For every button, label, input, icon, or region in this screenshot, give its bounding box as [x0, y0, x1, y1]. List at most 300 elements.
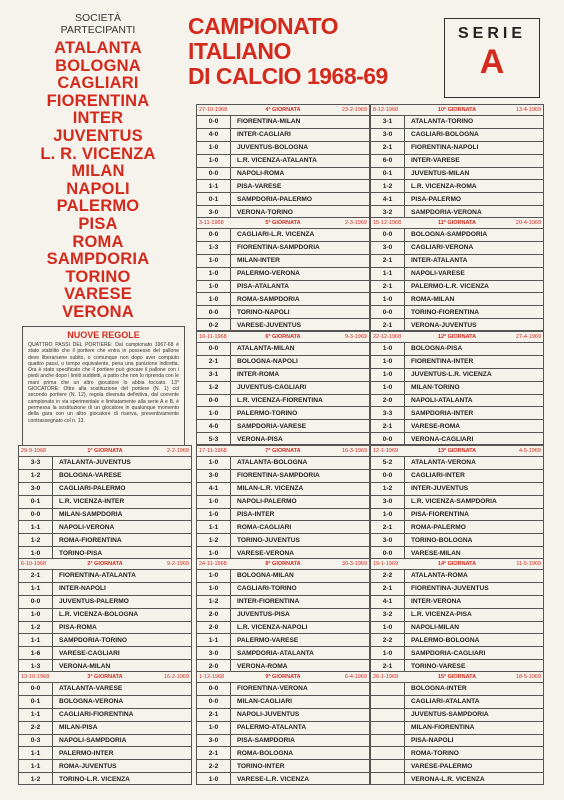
- match-score: 1-0: [371, 647, 405, 659]
- match-score: 3-1: [197, 369, 231, 381]
- match-row: [197, 456, 369, 469]
- round-date-first: 15-12-1968: [373, 220, 402, 226]
- round-header: [371, 446, 543, 456]
- round-title: 13ª GIORNATA: [437, 448, 477, 454]
- match-score: 1-6: [19, 647, 53, 659]
- match-teams: BOLOGNA-VARESE: [59, 472, 122, 480]
- match-row: [197, 292, 369, 305]
- match-score: 0-0: [197, 306, 231, 318]
- round-date-return: 2-3-1969: [344, 220, 367, 226]
- match-row: [19, 456, 191, 469]
- match-teams: PALERMO-INTER: [59, 749, 114, 757]
- match-teams: TORINO-INTER: [237, 762, 285, 770]
- match-teams: BOLOGNA-SAMPDORIA: [411, 231, 488, 239]
- match-teams: TORINO-JUVENTUS: [237, 536, 300, 544]
- round-box: [196, 104, 370, 218]
- match-score: 1-2: [197, 534, 231, 546]
- match-teams: VERONA-TORINO: [237, 208, 293, 216]
- round-box: [370, 445, 544, 559]
- round-date-return: 6-4-1969: [344, 674, 367, 680]
- match-score: 1-0: [197, 457, 231, 469]
- match-score: 2-0: [197, 660, 231, 672]
- match-teams: NAPOLI-JUVENTUS: [237, 711, 300, 719]
- match-teams: L.R. VICENZA-BOLOGNA: [59, 611, 139, 619]
- match-row: [197, 305, 369, 318]
- match-teams: INTER-CAGLIARI: [237, 131, 291, 139]
- round-date-first: 10-11-1968: [199, 334, 227, 340]
- round-date-return: 9-2-1969: [166, 561, 189, 567]
- match-row: [19, 695, 191, 708]
- match-teams: VARESE-ROMA: [411, 422, 460, 430]
- round-box: [196, 445, 370, 559]
- match-teams: MILAN-CAGLIARI: [237, 698, 292, 706]
- round-title: 11ª GIORNATA: [438, 220, 476, 226]
- team-name: FIORENTINA: [46, 91, 150, 110]
- match-row: [371, 759, 543, 772]
- match-teams: INTER-VERONA: [411, 598, 462, 606]
- match-score: 1-0: [19, 609, 53, 621]
- match-row: [197, 228, 369, 241]
- match-score: 4-1: [371, 193, 405, 205]
- match-row: [371, 154, 543, 167]
- match-row: [371, 469, 543, 482]
- match-row: [19, 569, 191, 582]
- match-row: [197, 569, 369, 582]
- round-header: [197, 105, 369, 115]
- match-score: 1-0: [371, 622, 405, 634]
- match-score: 2-1: [197, 747, 231, 759]
- match-teams: ATALANTA-ROMA: [411, 572, 468, 580]
- match-score: 5-3: [197, 433, 231, 445]
- match-teams: MILAN-L.R. VICENZA: [237, 485, 304, 493]
- round-header: [197, 446, 369, 456]
- match-teams: ATALANTA-TORINO: [411, 118, 474, 126]
- round-title: 15ª GIORNATA: [437, 674, 477, 680]
- match-score: [371, 735, 405, 747]
- round-title: 9ª GIORNATA: [265, 674, 301, 680]
- match-score: 0-0: [19, 596, 53, 608]
- match-row: [371, 734, 543, 747]
- title-line-1: CAMPIONATO ITALIANO: [188, 13, 339, 64]
- match-score: 1-0: [197, 583, 231, 595]
- match-score: 1-2: [19, 470, 53, 482]
- match-row: [19, 582, 191, 595]
- match-row: [371, 582, 543, 595]
- match-teams: ATALANTA-JUVENTUS: [59, 459, 131, 467]
- match-row: [19, 772, 191, 785]
- match-teams: INTER-ROMA: [237, 371, 280, 379]
- match-score: 1-0: [197, 570, 231, 582]
- match-row: [371, 520, 543, 533]
- match-score: 1-0: [197, 773, 231, 785]
- match-row: [19, 746, 191, 759]
- match-teams: PISA-SAMPDORIA: [237, 737, 295, 744]
- match-score: 3-0: [197, 470, 231, 482]
- round-date-first: 3-11-1968: [199, 220, 224, 226]
- match-score: 3-0: [197, 735, 231, 747]
- match-row: [371, 456, 543, 469]
- partecipanti-label: PARTECIPANTI: [60, 24, 136, 36]
- match-score: 1-0: [197, 722, 231, 734]
- team-name: PALERMO: [56, 197, 140, 216]
- round-title: 5ª GIORNATA: [265, 220, 301, 226]
- match-row: [197, 746, 369, 759]
- serie-badge: [444, 18, 540, 98]
- match-row: [197, 381, 369, 394]
- match-score: 1-0: [371, 509, 405, 521]
- match-row: [197, 368, 369, 381]
- match-teams: TORINO-FIORENTINA: [411, 308, 480, 316]
- match-teams: ATALANTA-VERONA: [411, 459, 476, 467]
- match-row: [197, 154, 369, 167]
- match-score: 2-2: [371, 634, 405, 646]
- match-score: 3-2: [371, 609, 405, 621]
- round-header: [197, 559, 369, 569]
- match-score: 3-0: [371, 496, 405, 508]
- match-teams: INTER-NAPOLI: [59, 585, 106, 593]
- round-date-first: 27-10-1968: [199, 107, 228, 113]
- match-score: 4-0: [197, 129, 231, 141]
- match-row: [197, 432, 369, 445]
- match-score: 1-1: [197, 180, 231, 192]
- match-teams: PISA-PALERMO: [411, 195, 462, 203]
- match-teams: ROMA-CAGLIARI: [237, 523, 292, 531]
- match-score: 5-2: [371, 457, 405, 469]
- round-box: [18, 671, 192, 785]
- match-score: 0-0: [197, 683, 231, 695]
- match-teams: SAMPDORIA-CAGLIARI: [411, 649, 486, 657]
- match-score: 1-0: [197, 496, 231, 508]
- match-row: [197, 342, 369, 355]
- match-row: [371, 381, 543, 394]
- match-teams: ROMA-FIORENTINA: [59, 536, 122, 544]
- match-row: [197, 318, 369, 331]
- match-score: 1-1: [371, 268, 405, 280]
- page-title: [188, 14, 438, 89]
- round-date-return: 27-4-1969: [515, 334, 541, 340]
- team-name: MILAN: [71, 162, 125, 181]
- match-teams: TORINO-L.R. VICENZA: [59, 775, 130, 783]
- match-teams: JUVENTUS-PALERMO: [59, 598, 129, 606]
- match-score: 1-0: [371, 382, 405, 394]
- match-row: [371, 192, 543, 205]
- match-teams: FIORENTINA-SAMPDORIA: [237, 472, 320, 480]
- team-list: [18, 40, 178, 322]
- match-teams: MILAN-FIORENTINA: [411, 724, 475, 732]
- match-row: [197, 179, 369, 192]
- match-score: 1-1: [19, 760, 53, 772]
- round-date-first: 19-1-1969: [373, 561, 399, 567]
- match-teams: SAMPDORIA-VERONA: [411, 208, 482, 216]
- match-score: 1-2: [371, 483, 405, 495]
- match-score: 2-2: [197, 760, 231, 772]
- match-score: 0-0: [19, 509, 53, 521]
- match-score: 0-0: [371, 229, 405, 241]
- match-teams: JUVENTUS-BOLOGNA: [237, 144, 309, 152]
- match-teams: FIORENTINA-NAPOLI: [411, 144, 479, 152]
- match-teams: JUVENTUS-CAGLIARI: [237, 384, 307, 392]
- match-score: 2-1: [371, 255, 405, 267]
- match-score: 3-1: [371, 116, 405, 128]
- match-score: 3-3: [371, 407, 405, 419]
- match-score: 0-0: [371, 547, 405, 559]
- match-row: [371, 141, 543, 154]
- match-row: [19, 734, 191, 747]
- match-row: [197, 759, 369, 772]
- match-score: 1-0: [371, 356, 405, 368]
- match-score: 0-0: [197, 395, 231, 407]
- match-score: 2-2: [371, 570, 405, 582]
- match-row: [197, 241, 369, 254]
- match-teams: TORINO-NAPOLI: [237, 308, 290, 316]
- match-teams: CAGLIARI-L.R. VICENZA: [237, 231, 315, 239]
- match-row: [19, 721, 191, 734]
- match-score: 3-0: [371, 129, 405, 141]
- match-score: 2-1: [371, 521, 405, 533]
- round-box: [18, 558, 192, 672]
- match-row: [371, 621, 543, 634]
- match-row: [19, 682, 191, 695]
- match-teams: L.R. VICENZA-PISA: [411, 611, 472, 619]
- match-score: [371, 747, 405, 759]
- match-row: [19, 608, 191, 621]
- match-teams: BOLOGNA-MILAN: [237, 572, 294, 580]
- team-name: ATALANTA: [54, 39, 142, 57]
- match-row: [197, 508, 369, 521]
- match-score: 1-2: [19, 534, 53, 546]
- match-teams: L.R. VICENZA-NAPOLI: [237, 624, 308, 631]
- match-teams: PALERMO-TORINO: [237, 409, 298, 417]
- match-score: 2-1: [197, 356, 231, 368]
- round-title: 1ª GIORNATA: [87, 448, 123, 454]
- match-teams: SAMPDORIA-VARESE: [237, 422, 307, 430]
- round-box: [370, 671, 544, 785]
- round-date-return: 18-5-1969: [515, 674, 541, 680]
- match-row: [197, 192, 369, 205]
- match-score: 1-0: [197, 407, 231, 419]
- round-title: 4ª GIORNATA: [265, 107, 301, 113]
- round-header: [19, 672, 191, 682]
- match-score: 2-1: [371, 142, 405, 154]
- match-teams: MILAN-PISA: [59, 724, 98, 732]
- round-header: [371, 559, 543, 569]
- round-date-first: 24-11-1968: [199, 561, 227, 567]
- match-score: 0-0: [197, 696, 231, 708]
- match-teams: ATALANTA-MILAN: [237, 345, 295, 353]
- match-score: 2-0: [197, 609, 231, 621]
- match-row: [371, 128, 543, 141]
- match-score: 0-1: [197, 193, 231, 205]
- match-score: [371, 683, 405, 695]
- match-row: [371, 708, 543, 721]
- match-teams: ROMA-SAMPDORIA: [237, 295, 300, 303]
- match-row: [371, 254, 543, 267]
- match-row: [197, 254, 369, 267]
- round-date-first: 29-9-1968: [21, 448, 47, 454]
- round-title: 14ª GIORNATA: [437, 561, 477, 567]
- match-score: 2-0: [197, 622, 231, 634]
- match-score: 0-0: [371, 433, 405, 445]
- match-score: 4-0: [197, 420, 231, 432]
- match-score: 1-0: [371, 369, 405, 381]
- match-score: 6-0: [371, 155, 405, 167]
- match-row: [371, 495, 543, 508]
- match-row: [19, 646, 191, 659]
- match-teams: FIORENTINA-SAMPDORIA: [237, 244, 320, 252]
- match-row: [197, 608, 369, 621]
- match-teams: VERONA-PISA: [237, 435, 283, 443]
- match-teams: VARESE-JUVENTUS: [237, 321, 301, 329]
- round-box: [196, 217, 370, 331]
- match-row: [197, 708, 369, 721]
- match-teams: PALERMO-VERONA: [237, 270, 300, 278]
- team-name: SAMPDORIA: [46, 250, 150, 269]
- match-row: [371, 228, 543, 241]
- match-row: [197, 495, 369, 508]
- round-date-return: 13-4-1969: [515, 107, 541, 113]
- match-teams: JUVENTUS-PISA: [237, 611, 290, 619]
- societa-label: SOCIETÀ: [74, 12, 122, 24]
- match-score: 1-1: [197, 634, 231, 646]
- match-teams: VARESE-PALERMO: [411, 762, 473, 770]
- match-teams: VERONA-CAGLIARI: [411, 435, 474, 443]
- round-title: 3ª GIORNATA: [87, 674, 123, 680]
- match-teams: VERONA-MILAN: [59, 662, 111, 670]
- round-date-first: 1-12-1968: [199, 674, 225, 680]
- match-row: [197, 695, 369, 708]
- match-teams: ROMA-MILAN: [411, 295, 455, 303]
- team-name: VARESE: [64, 285, 132, 304]
- match-score: 2-1: [371, 583, 405, 595]
- match-teams: VERONA-ROMA: [237, 662, 288, 670]
- match-teams: FIORENTINA-ATALANTA: [59, 572, 136, 580]
- match-teams: NAPOLI-PALERMO: [237, 498, 297, 506]
- match-teams: CAGLIARI-VERONA: [411, 244, 474, 252]
- match-row: [371, 633, 543, 646]
- match-row: [197, 721, 369, 734]
- match-row: [371, 646, 543, 659]
- round-date-first: 6-10-1968: [21, 561, 47, 567]
- round-header: [19, 446, 191, 456]
- match-score: 3-0: [19, 483, 53, 495]
- rules-box: [22, 326, 185, 450]
- match-teams: L.R. VICENZA-ATALANTA: [237, 157, 317, 165]
- match-row: [19, 708, 191, 721]
- round-date-first: 17-11-1968: [199, 448, 227, 454]
- round-header: [197, 332, 369, 342]
- match-row: [197, 419, 369, 432]
- match-teams: TORINO-PISA: [59, 549, 103, 557]
- round-title: 8ª GIORNATA: [265, 561, 301, 567]
- round-box: [370, 558, 544, 672]
- round-title: 2ª GIORNATA: [87, 561, 123, 567]
- round-box: [370, 217, 544, 331]
- round-date-first: 13-10-1968: [21, 674, 50, 680]
- match-row: [197, 267, 369, 280]
- match-score: 4-1: [197, 483, 231, 495]
- match-teams: L.R. VICENZA-ROMA: [411, 182, 477, 190]
- team-name: ROMA: [72, 232, 124, 251]
- match-row: [371, 318, 543, 331]
- match-score: 3-0: [197, 647, 231, 659]
- match-score: 2-0: [371, 395, 405, 407]
- match-score: 1-2: [19, 622, 53, 634]
- match-row: [19, 759, 191, 772]
- match-teams: SAMPDORIA-ATALANTA: [237, 649, 314, 657]
- match-teams: BOLOGNA-PISA: [411, 345, 463, 353]
- match-score: 2-2: [19, 722, 53, 734]
- match-score: [371, 696, 405, 708]
- match-teams: NAPOLI-SAMPDORIA: [59, 737, 127, 744]
- match-row: [197, 406, 369, 419]
- round-header: [371, 105, 543, 115]
- match-row: [371, 419, 543, 432]
- match-score: 1-0: [197, 293, 231, 305]
- round-box: [196, 671, 370, 785]
- team-name: CAGLIARI: [57, 74, 139, 93]
- match-row: [371, 508, 543, 521]
- round-date-first: 8-12-1968: [373, 107, 399, 113]
- match-teams: NAPOLI-ROMA: [237, 170, 285, 177]
- team-name: L. R. VICENZA: [40, 144, 156, 163]
- match-row: [371, 167, 543, 180]
- match-score: 1-1: [19, 634, 53, 646]
- match-row: [371, 746, 543, 759]
- serie-label: SERIE: [457, 25, 526, 42]
- match-teams: PALERMO-L.R. VICENZA: [411, 283, 489, 290]
- round-title: 6ª GIORNATA: [265, 334, 301, 340]
- match-score: 2-1: [371, 660, 405, 672]
- round-header: [19, 559, 191, 569]
- match-row: [19, 482, 191, 495]
- round-box: [370, 331, 544, 445]
- round-date-return: 2-2-1969: [166, 448, 189, 454]
- match-score: 1-1: [19, 521, 53, 533]
- match-row: [197, 167, 369, 180]
- match-score: 1-0: [197, 509, 231, 521]
- match-score: 1-2: [197, 596, 231, 608]
- match-teams: PISA-ROMA: [59, 624, 97, 631]
- match-teams: TORINO-BOLOGNA: [411, 536, 473, 544]
- rules-text: QUATTRO PASSI DEL PORTIERE: Dal campionato 1967-68 è stato stabilito che il portiere che entra in possesso del pallone deve liberarsene subito, o comunque non dopo aver compiuto quattro passi, o tempo equivalente, pena una punizione indiretta. Ora è stato specificato che il portiere può giocare il pallone con i piedi anche dopo i limiti suddetti, a patto che non lo riprenda con le mani prima che un altro giocatore lo abbia toccato. 13° GIOCATORE: Oltre alla sostituzione del portiere (N. 1) col secondo portiere (N. 12), regola divenuta definitiva, dal corrente campionato in via sperimentale e limitatamente alla serie A e B, è permessa la sostituzione di un giocatore in qualunque momento della gara con un altro giocatore di riserva, preventivamente contrassegnato col n. 13.: [28, 342, 179, 424]
- match-teams: FIORENTINA-MILAN: [237, 118, 301, 126]
- match-score: 0-0: [371, 470, 405, 482]
- match-teams: FIORENTINA-VERONA: [237, 685, 308, 693]
- team-name: PISA: [78, 214, 118, 233]
- match-score: 4-1: [371, 596, 405, 608]
- round-date-return: 16-3-1969: [341, 448, 367, 454]
- match-teams: FIORENTINA-JUVENTUS: [411, 585, 489, 593]
- match-score: 1-0: [197, 547, 231, 559]
- match-score: 0-0: [19, 683, 53, 695]
- match-score: 1-2: [19, 773, 53, 785]
- match-teams: L.R. VICENZA-INTER: [59, 498, 125, 506]
- match-row: [197, 595, 369, 608]
- match-row: [371, 406, 543, 419]
- round-date-return: 9-3-1969: [344, 334, 367, 340]
- match-row: [197, 394, 369, 407]
- match-teams: BOLOGNA-INTER: [411, 685, 467, 693]
- match-row: [371, 595, 543, 608]
- match-row: [197, 280, 369, 293]
- match-teams: CAGLIARI-PALERMO: [59, 485, 126, 493]
- serie-letter: A: [479, 43, 505, 81]
- match-teams: VARESE-CAGLIARI: [59, 649, 120, 657]
- match-score: 1-3: [19, 660, 53, 672]
- round-header: [197, 218, 369, 228]
- match-teams: SAMPDORIA-PALERMO: [237, 195, 312, 203]
- round-header: [371, 218, 543, 228]
